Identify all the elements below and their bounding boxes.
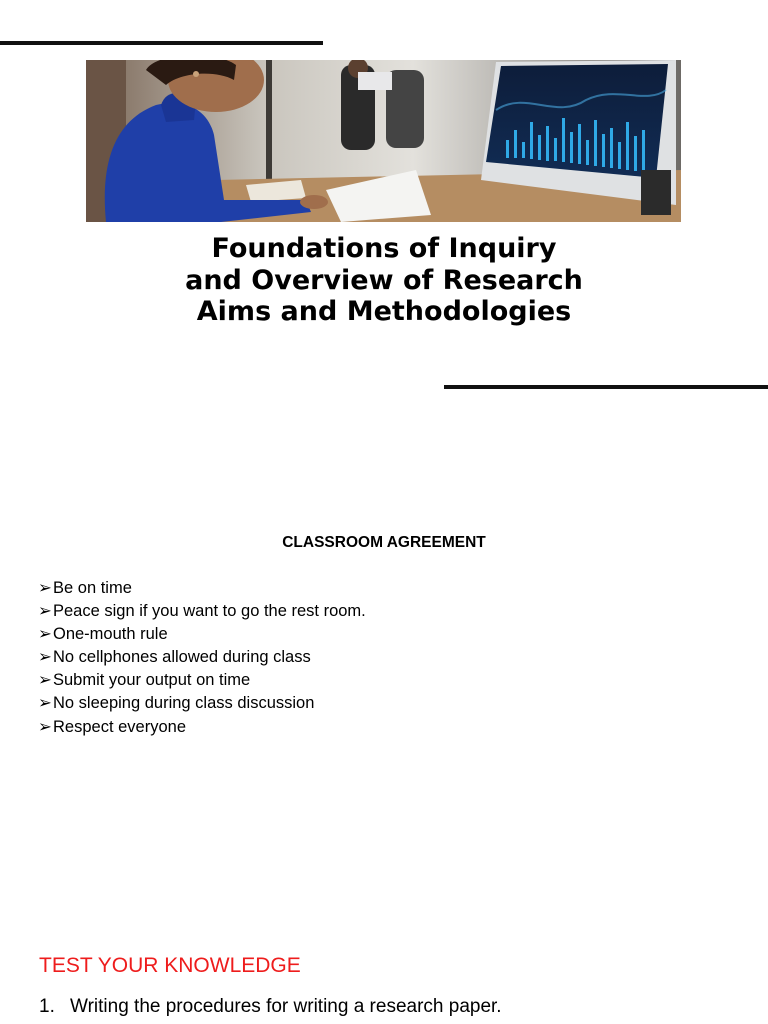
list-item [38,669,366,692]
rule-text: Submit your output on time [53,671,251,690]
list-item [38,716,366,739]
arrow-bullet-icon: ➢ [38,717,52,736]
arrow-bullet-icon: ➢ [38,579,52,597]
test-your-knowledge-heading: TEST YOUR KNOWLEDGE [39,954,301,977]
arrow-bullet-icon: ➢ [38,648,52,667]
rule-text: One-mouth rule [53,625,168,644]
question-text: Writing the procedures for writing a research paper. [70,996,502,1017]
rule-text: No cellphones allowed during class [53,648,311,667]
question-item [39,994,502,1020]
classroom-rules-list [38,577,366,739]
decorative-rule-top [0,41,323,45]
classroom-agreement-heading: CLASSROOM AGREEMENT [282,534,486,551]
list-item [38,692,366,715]
rule-text: Be on time [53,579,132,597]
title-line-2: and Overview of Research [185,265,583,296]
list-item [38,600,366,623]
rule-text: Peace sign if you want to go the rest room. [53,602,366,621]
list-item [38,623,366,646]
arrow-bullet-icon: ➢ [38,671,52,690]
decorative-rule-bottom [444,385,768,389]
arrow-bullet-icon: ➢ [38,625,52,644]
list-item [38,577,366,600]
question-number: 1. [39,996,55,1017]
title-line-3: Aims and Methodologies [196,296,572,327]
header-photo [86,60,681,222]
title-line-1: Foundations of Inquiry [211,233,557,264]
arrow-bullet-icon: ➢ [38,602,52,621]
list-item [38,646,366,669]
rule-text: Respect everyone [53,717,186,736]
rule-text: No sleeping during class discussion [53,694,315,713]
document-title [0,233,768,327]
arrow-bullet-icon: ➢ [38,694,52,713]
